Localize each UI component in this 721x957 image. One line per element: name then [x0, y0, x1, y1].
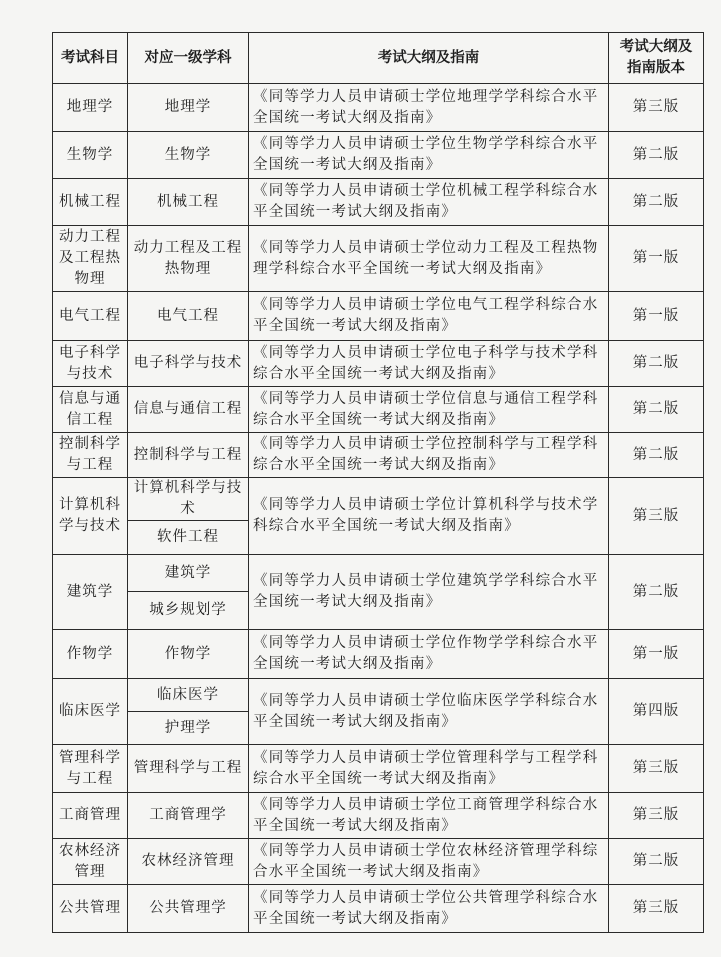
header-subject: 考试科目: [53, 33, 128, 84]
guide-cell: 《同等学力人员申请硕士学位工商管理学科综合水平全国统一考试大纲及指南》: [249, 793, 609, 839]
discipline-cell: 电气工程: [128, 292, 249, 341]
subject-cell: 电气工程: [53, 292, 128, 341]
version-cell: 第三版: [609, 84, 704, 132]
guide-cell: 《同等学力人员申请硕士学位建筑学学科综合水平全国统一考试大纲及指南》: [249, 555, 609, 630]
version-cell: 第一版: [609, 226, 704, 292]
version-cell: 第一版: [609, 292, 704, 341]
version-cell: 第二版: [609, 839, 704, 885]
guide-cell: 《同等学力人员申请硕士学位电子科学与技术学科综合水平全国统一考试大纲及指南》: [249, 341, 609, 387]
discipline-cell: 农林经济管理: [128, 839, 249, 885]
discipline-cell: 地理学: [128, 84, 249, 132]
subject-cell: 信息与通信工程: [53, 387, 128, 433]
version-cell: 第四版: [609, 679, 704, 745]
version-cell: 第二版: [609, 132, 704, 179]
guide-cell: 《同等学力人员申请硕士学位控制科学与工程学科综合水平全国统一考试大纲及指南》: [249, 433, 609, 478]
subject-cell: 工商管理: [53, 793, 128, 839]
table-row: [53, 793, 704, 839]
header-row: [53, 33, 704, 84]
guide-cell: 《同等学力人员申请硕士学位公共管理学科综合水平全国统一考试大纲及指南》: [249, 885, 609, 933]
subject-cell: 生物学: [53, 132, 128, 179]
table-body: [53, 84, 704, 933]
table-row: [53, 226, 704, 292]
table-row: [53, 630, 704, 679]
table-row: [53, 387, 704, 433]
subject-cell: 控制科学与工程: [53, 433, 128, 478]
guide-cell: 《同等学力人员申请硕士学位农林经济管理学科综合水平全国统一考试大纲及指南》: [249, 839, 609, 885]
subject-cell: 建筑学: [53, 555, 128, 630]
header-guide: 考试大纲及指南: [249, 33, 609, 84]
version-cell: 第三版: [609, 885, 704, 933]
version-cell: 第三版: [609, 793, 704, 839]
guide-cell: 《同等学力人员申请硕士学位作物学学科综合水平全国统一考试大纲及指南》: [249, 630, 609, 679]
discipline-cell: 护理学: [128, 712, 249, 745]
guide-cell: 《同等学力人员申请硕士学位信息与通信工程学科综合水平全国统一考试大纲及指南》: [249, 387, 609, 433]
table-row: [53, 679, 704, 712]
discipline-cell: 信息与通信工程: [128, 387, 249, 433]
discipline-cell: 城乡规划学: [128, 592, 249, 630]
version-cell: 第二版: [609, 433, 704, 478]
table-row: [53, 341, 704, 387]
guide-cell: 《同等学力人员申请硕士学位管理科学与工程学科综合水平全国统一考试大纲及指南》: [249, 745, 609, 793]
discipline-cell: 控制科学与工程: [128, 433, 249, 478]
subject-cell: 临床医学: [53, 679, 128, 745]
version-cell: 第二版: [609, 387, 704, 433]
table-row: [53, 292, 704, 341]
discipline-cell: 生物学: [128, 132, 249, 179]
discipline-cell: 动力工程及工程热物理: [128, 226, 249, 292]
guide-cell: 《同等学力人员申请硕士学位计算机科学与技术学科综合水平全国统一考试大纲及指南》: [249, 478, 609, 555]
syllabus-table: [52, 32, 704, 933]
table-row: [53, 839, 704, 885]
subject-cell: 动力工程及工程热物理: [53, 226, 128, 292]
discipline-cell: 电子科学与技术: [128, 341, 249, 387]
header-version: 考试大纲及指南版本: [609, 33, 704, 84]
subject-cell: 电子科学与技术: [53, 341, 128, 387]
version-cell: 第二版: [609, 555, 704, 630]
table-row: [53, 132, 704, 179]
discipline-cell: 作物学: [128, 630, 249, 679]
discipline-cell: 工商管理学: [128, 793, 249, 839]
subject-cell: 作物学: [53, 630, 128, 679]
subject-cell: 地理学: [53, 84, 128, 132]
table-row: [53, 84, 704, 132]
table-row: [53, 433, 704, 478]
discipline-cell: 建筑学: [128, 555, 249, 592]
subject-cell: 计算机科学与技术: [53, 478, 128, 555]
guide-cell: 《同等学力人员申请硕士学位地理学学科综合水平全国统一考试大纲及指南》: [249, 84, 609, 132]
subject-cell: 管理科学与工程: [53, 745, 128, 793]
table-header: [53, 33, 704, 84]
table-row: [53, 885, 704, 933]
guide-cell: 《同等学力人员申请硕士学位机械工程学科综合水平全国统一考试大纲及指南》: [249, 179, 609, 226]
discipline-cell: 软件工程: [128, 521, 249, 555]
header-discipline: 对应一级学科: [128, 33, 249, 84]
discipline-cell: 计算机科学与技术: [128, 478, 249, 521]
version-cell: 第二版: [609, 341, 704, 387]
guide-cell: 《同等学力人员申请硕士学位动力工程及工程热物理学科综合水平全国统一考试大纲及指南》: [249, 226, 609, 292]
discipline-cell: 临床医学: [128, 679, 249, 712]
version-cell: 第二版: [609, 179, 704, 226]
discipline-cell: 管理科学与工程: [128, 745, 249, 793]
version-cell: 第三版: [609, 745, 704, 793]
discipline-cell: 机械工程: [128, 179, 249, 226]
discipline-cell: 公共管理学: [128, 885, 249, 933]
table-row: [53, 179, 704, 226]
subject-cell: 机械工程: [53, 179, 128, 226]
table-row: [53, 478, 704, 521]
guide-cell: 《同等学力人员申请硕士学位临床医学学科综合水平全国统一考试大纲及指南》: [249, 679, 609, 745]
subject-cell: 农林经济管理: [53, 839, 128, 885]
guide-cell: 《同等学力人员申请硕士学位电气工程学科综合水平全国统一考试大纲及指南》: [249, 292, 609, 341]
guide-cell: 《同等学力人员申请硕士学位生物学学科综合水平全国统一考试大纲及指南》: [249, 132, 609, 179]
subject-cell: 公共管理: [53, 885, 128, 933]
table-row: [53, 745, 704, 793]
table-row: [53, 555, 704, 592]
version-cell: 第一版: [609, 630, 704, 679]
version-cell: 第三版: [609, 478, 704, 555]
